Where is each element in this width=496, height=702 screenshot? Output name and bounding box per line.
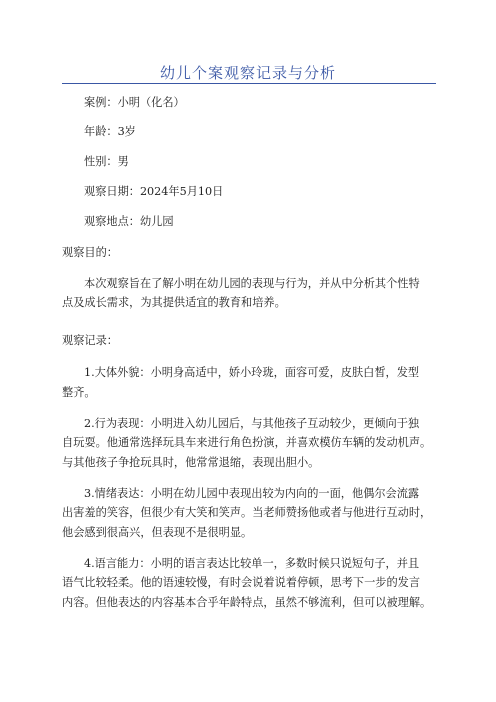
record-item-line: 1.大体外貌：小明身高适中，娇小玲珑，面容可爱，皮肤白皙，发型 <box>84 366 420 379</box>
record-item-line: 内容。但他表达的内容基本合乎年龄特点，虽然不够流利，但可以被理解。 <box>62 596 432 609</box>
age-field: 年龄：3岁 <box>84 125 136 138</box>
gender-field: 性别：男 <box>84 155 129 168</box>
case-field: 案例：小明（化名） <box>84 96 185 109</box>
record-item-line: 整齐。 <box>62 386 96 399</box>
record-item-line: 2.行为表现：小明进入幼儿园后，与其他孩子互动较少，更倾向于独 <box>84 417 420 430</box>
purpose-line: 点及成长需求，为其提供适宜的教育和培养。 <box>62 296 286 309</box>
record-item-line: 出害羞的笑容，但很少有大笑和笑声。当老师赞扬他或者与他进行互动时， <box>62 506 432 519</box>
record-item-line: 他会感到很高兴，但表现不是很明显。 <box>62 526 253 539</box>
document-title: 幼儿个案观察记录与分析 <box>159 64 336 82</box>
title-underline <box>62 83 436 84</box>
date-field: 观察日期：2024年5月10日 <box>84 185 224 198</box>
record-item-line: 与其他孩子争抢玩具时，他常常退缩，表现出胆小。 <box>62 456 320 469</box>
purpose-heading: 观察目的： <box>62 246 118 259</box>
record-item-line: 3.情绪表达：小明在幼儿园中表现出较为内向的一面，他偶尔会流露 <box>84 487 420 500</box>
place-field: 观察地点：幼儿园 <box>84 215 174 228</box>
record-item-line: 语气比较轻柔。他的语速较慢，有时会说着说着停顿，思考下一步的发言 <box>62 576 421 589</box>
record-item-line: 4.语言能力：小明的语言表达比较单一，多数时候只说短句子，并且 <box>84 557 420 570</box>
record-item-line: 自玩耍。他通常选择玩具车来进行角色扮演，并喜欢模仿车辆的发动机声。 <box>62 436 432 449</box>
purpose-line: 本次观察旨在了解小明在幼儿园的表现与行为，并从中分析其个性特 <box>84 277 420 290</box>
record-heading: 观察记录： <box>62 334 118 347</box>
